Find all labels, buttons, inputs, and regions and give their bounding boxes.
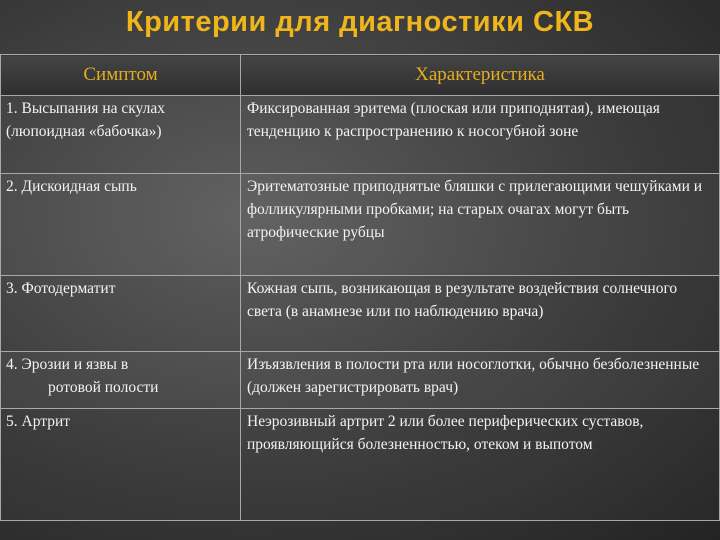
characteristic-cell: Эритематозные приподнятые бляшки с прилегающими чешуйками и фолликулярными пробками; на старых очагах могут быть атрофические рубцы [241, 174, 720, 276]
characteristic-cell: Фиксированная эритема (плоская или приподнятая), имеющая тенденцию к распространению к носогубной зоне [241, 96, 720, 174]
slide-title: Критерии для диагностики СКВ [125, 6, 595, 38]
symptom-line-1: 4. Эрозии и язвы в [6, 356, 129, 373]
symptom-cell: 5. Артрит [1, 409, 241, 521]
table-row [1, 276, 720, 352]
column-header-symptom: Симптом [1, 55, 241, 96]
symptom-line-2: ротовой полости [48, 379, 159, 396]
table-row [1, 352, 720, 409]
symptom-cell [1, 352, 241, 409]
table-row [1, 409, 720, 521]
characteristic-cell: Кожная сыпь, возникающая в результате воздействия солнечного света (в анамнезе или по наблюдению врача) [241, 276, 720, 352]
table-header-row [1, 55, 720, 96]
symptom-cell: 2. Дискоидная сыпь [1, 174, 241, 276]
characteristic-cell: Изъязвления в полости рта или носоглотки, обычно безболезненные (должен зарегистрировать врач) [241, 352, 720, 409]
criteria-table [0, 54, 720, 521]
column-header-characteristic: Характеристика [241, 55, 720, 96]
table-row [1, 96, 720, 174]
table-row [1, 174, 720, 276]
symptom-cell: 3. Фотодерматит [1, 276, 241, 352]
characteristic-cell: Неэрозивный артрит 2 или более периферических суставов, проявляющийся болезненностью, отеком и выпотом [241, 409, 720, 521]
symptom-cell: 1. Высыпания на скулах (люпоидная «бабочка») [1, 96, 241, 174]
